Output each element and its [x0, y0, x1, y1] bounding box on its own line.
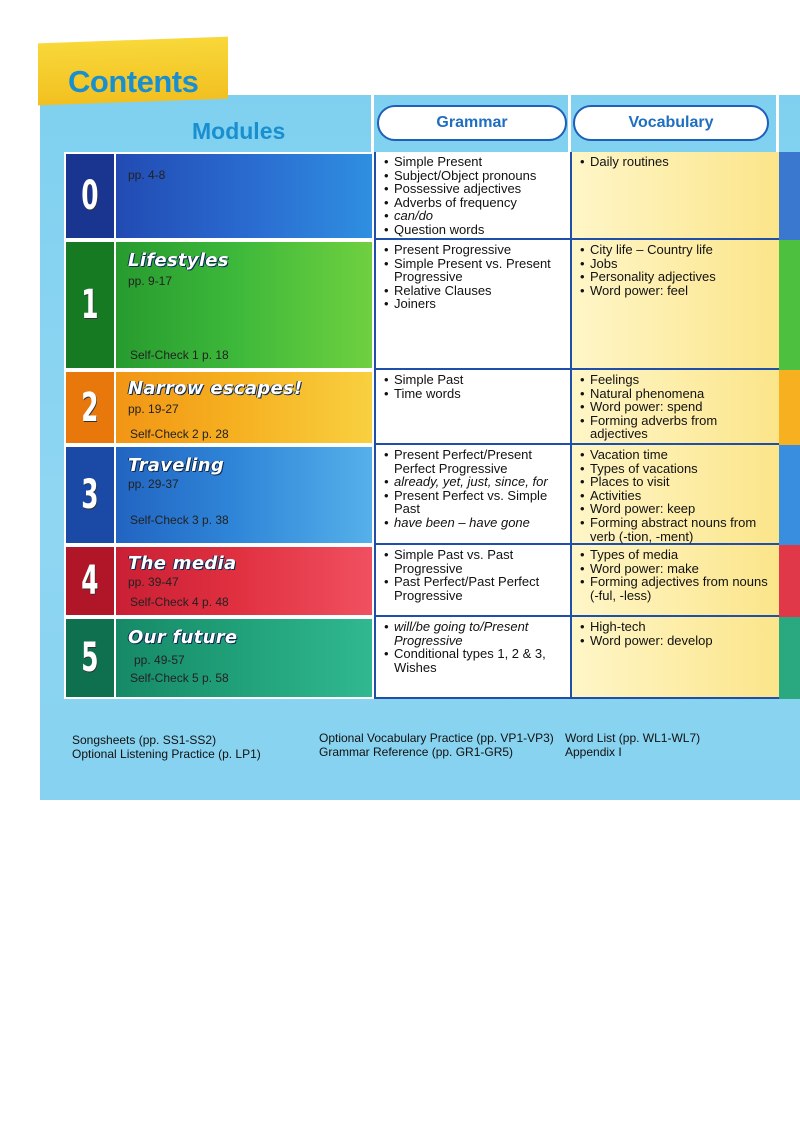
module-name: Our future	[128, 627, 238, 648]
module-row-4	[64, 545, 374, 617]
list-item: • Types of vacations	[580, 462, 775, 476]
grammar-cell-1	[374, 240, 570, 370]
list-item: • Simple Present vs. Present Progressive	[384, 257, 566, 284]
module-pages: pp. 39-47	[128, 575, 179, 589]
edge-strip	[779, 445, 800, 545]
module-row-0	[64, 152, 374, 240]
list-item: • City life – Country life	[580, 243, 775, 257]
list-item: • Past Perfect/Past Perfect Progressive	[384, 575, 566, 602]
module-number: 4	[66, 547, 116, 615]
grammar-heading: Grammar	[377, 105, 567, 141]
footer-column-3	[565, 731, 700, 759]
list-item: • Word power: keep	[580, 502, 775, 516]
list-item: • have been – have gone	[384, 516, 566, 530]
list-item: • Conditional types 1, 2 & 3, Wishes	[384, 647, 566, 674]
list-item: • Forming abstract nouns from verb (-tion, -ment)	[580, 516, 775, 543]
module-pages: pp. 29-37	[128, 477, 179, 491]
module-row-1	[64, 240, 374, 370]
list-item: • Jobs	[580, 257, 775, 271]
vocabulary-cell-5	[570, 617, 779, 699]
list-item: • Possessive adjectives	[384, 182, 566, 196]
list-item: • Daily routines	[580, 155, 775, 169]
vocabulary-cell-2	[570, 370, 779, 445]
list-item: • Word power: make	[580, 562, 775, 576]
list-item: • Word power: feel	[580, 284, 775, 298]
footer-item: Word List (pp. WL1-WL7)	[565, 731, 701, 745]
list-item: • Natural phenomena	[580, 387, 775, 401]
list-item: • Present Progressive	[384, 243, 566, 257]
modules-heading: Modules	[192, 118, 286, 144]
footer-item: Grammar Reference (pp. GR1-GR5)	[319, 745, 514, 759]
module-number: 5	[66, 619, 116, 697]
list-item: • Word power: spend	[580, 400, 775, 414]
module-number: 1	[66, 242, 116, 368]
list-item: • Joiners	[384, 297, 566, 311]
list-item: • Time words	[384, 387, 566, 401]
vocabulary-cell-4	[570, 545, 779, 617]
module-pages: pp. 4-8	[128, 168, 166, 182]
list-item: • Feelings	[580, 373, 775, 387]
list-item: • Places to visit	[580, 475, 775, 489]
grammar-cell-2	[374, 370, 570, 445]
list-item: • Simple Past	[384, 373, 566, 387]
footer-item: Optional Vocabulary Practice (pp. VP1-VP3)	[319, 731, 554, 745]
footer-column-1	[72, 733, 261, 761]
vocabulary-heading: Vocabulary	[573, 105, 769, 141]
list-item: • Types of media	[580, 548, 775, 562]
grammar-cell-4	[374, 545, 570, 617]
module-self-check: Self-Check 3 p. 38	[130, 513, 229, 527]
list-item: • Adverbs of frequency	[384, 196, 566, 210]
vocabulary-cell-3	[570, 445, 779, 545]
module-row-3	[64, 445, 374, 545]
module-self-check: Self-Check 4 p. 48	[130, 595, 229, 609]
module-self-check: Self-Check 2 p. 28	[130, 427, 229, 441]
list-item: • Simple Present	[384, 155, 566, 169]
list-item: • Present Perfect vs. Simple Past	[384, 489, 566, 516]
footer-column-2	[319, 731, 554, 759]
list-item: • Activities	[580, 489, 775, 503]
list-item: • will/be going to/Present Progressive	[384, 620, 566, 647]
edge-strip	[779, 617, 800, 699]
module-name: Traveling	[128, 455, 225, 476]
page-title: Contents	[68, 64, 199, 99]
footer-item: Optional Listening Practice (p. LP1)	[72, 747, 261, 761]
vocabulary-cell-1	[570, 240, 779, 370]
list-item: • Present Perfect/Present Perfect Progressive	[384, 448, 566, 475]
module-number: 2	[66, 372, 116, 443]
module-name: Narrow escapes!	[128, 378, 303, 399]
module-pages: pp. 49-57	[134, 653, 185, 667]
list-item: • Vacation time	[580, 448, 775, 462]
module-row-5	[64, 617, 374, 699]
list-item: • Question words	[384, 223, 566, 237]
edge-strip	[779, 370, 800, 445]
edge-strip	[779, 152, 800, 240]
list-item: • can/do	[384, 209, 566, 223]
module-pages: pp. 9-17	[128, 274, 173, 288]
footer-item: Appendix I	[565, 745, 622, 759]
list-item: • Personality adjectives	[580, 270, 775, 284]
vocabulary-cell-0	[570, 152, 779, 240]
module-pages: pp. 19-27	[128, 402, 179, 416]
list-item: • Forming adjectives from nouns (-ful, -less)	[580, 575, 775, 602]
list-item: • Simple Past vs. Past Progressive	[384, 548, 566, 575]
grammar-cell-5	[374, 617, 570, 699]
list-item: • Forming adverbs from adjectives	[580, 414, 775, 441]
list-item: • Word power: develop	[580, 634, 775, 648]
footer-item: Songsheets (pp. SS1-SS2)	[72, 733, 217, 747]
module-number: 0	[66, 154, 116, 238]
list-item: • Subject/Object pronouns	[384, 169, 566, 183]
module-name: The media	[128, 553, 237, 574]
module-self-check: Self-Check 5 p. 58	[130, 671, 229, 685]
module-number: 3	[66, 447, 116, 543]
list-item: • already, yet, just, since, for	[384, 475, 566, 489]
edge-strip	[779, 240, 800, 370]
grammar-cell-0	[374, 152, 570, 240]
list-item: • Relative Clauses	[384, 284, 566, 298]
module-row-2	[64, 370, 374, 445]
edge-strip	[779, 545, 800, 617]
module-self-check: Self-Check 1 p. 18	[130, 348, 229, 362]
module-name: Lifestyles	[128, 250, 229, 271]
grammar-cell-3	[374, 445, 570, 545]
list-item: • High-tech	[580, 620, 775, 634]
